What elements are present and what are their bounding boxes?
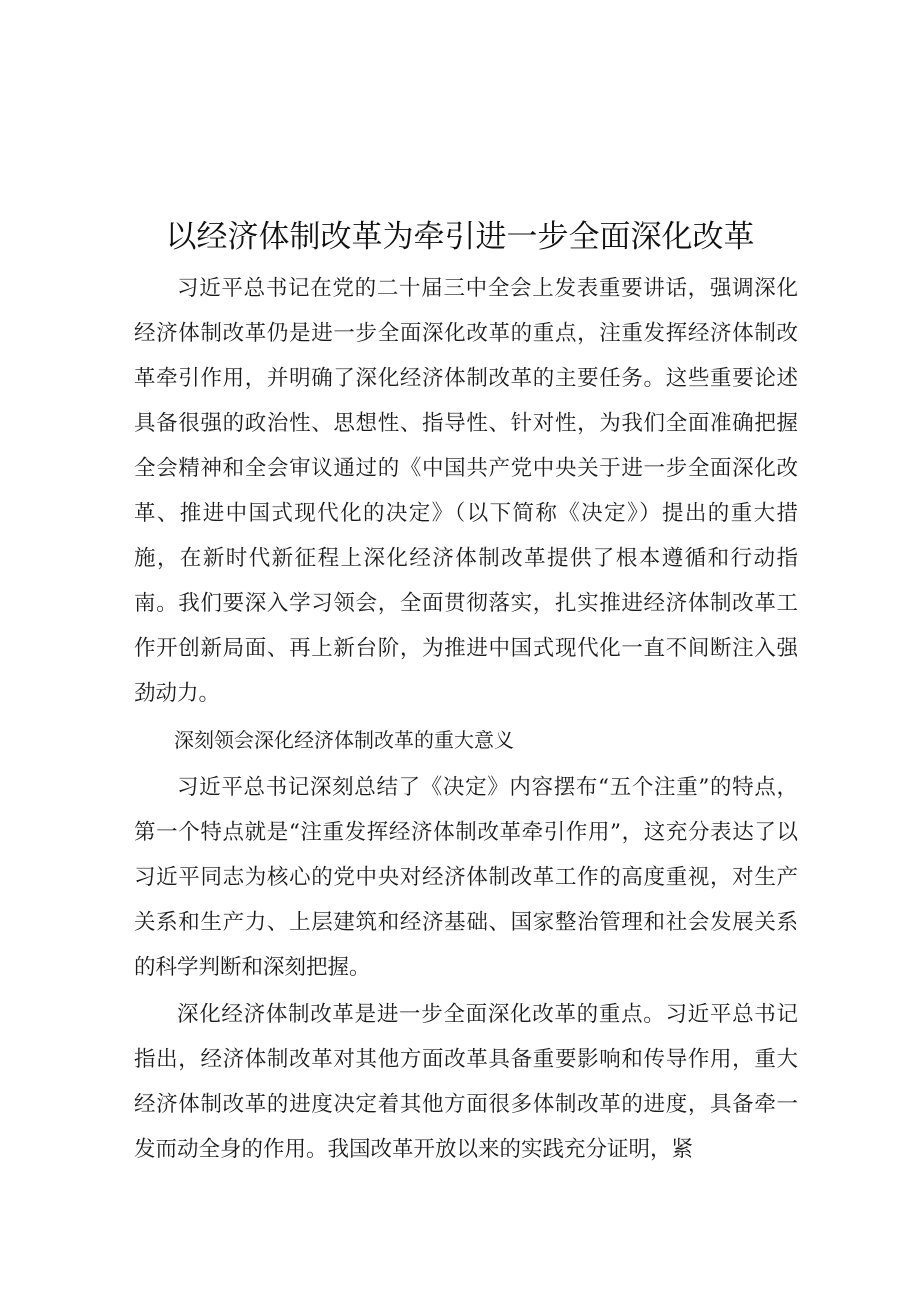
section-heading: 深刻领会深化经济体制改革的重大意义 xyxy=(174,728,514,752)
section-paragraph-1: 习近平总书记深刻总结了《决定》内容摆布“五个注重”的特点，第一个特点就是“注重发挥经济体制改革牵引作用”，这充分表达了以习近平同志为核心的党中央对经济体制改革工作的高度重视，对生产关系和生产力、上层建筑和经济基础、国家整治管理和社会发展关系的科学判断和深刻把握。 xyxy=(134,775,798,980)
document-body xyxy=(134,266,798,1172)
section-paragraph-2: 深化经济体制改革是进一步全面深化改革的重点。习近平总书记指出，经济体制改革对其他方面改革具备重要影响和传导作用，重大经济体制改革的进度决定着其他方面很多体制改革的进度，具备牵一发而动全身的作用。我国改革开放以来的实践充分证明，紧 xyxy=(134,1002,798,1162)
document-title: 以经济体制改革为牵引进一步全面深化改革 xyxy=(165,219,755,255)
intro-paragraph: 习近平总书记在党的二十届三中全会上发表重要讲话，强调深化经济体制改革仍是进一步全面深化改革的重点，注重发挥经济体制改革牵引作用，并明确了深化经济体制改革的主要任务。这些重要论述具备很强的政治性、思想性、指导性、针对性，为我们全面准确把握全会精神和全会审议通过的《中国共产党中央关于进一步全面深化改革、推进中国式现代化的决定》（以下简称《决定》）提出的重大措施，在新时代新征程上深化经济体制改革提供了根本遵循和行动指南。我们要深入学习领会，全面贯彻落实，扎实推进经济体制改革工作开创新局面、再上新台阶，为推进中国式现代化一直不间断注入强劲动力。 xyxy=(134,276,798,706)
